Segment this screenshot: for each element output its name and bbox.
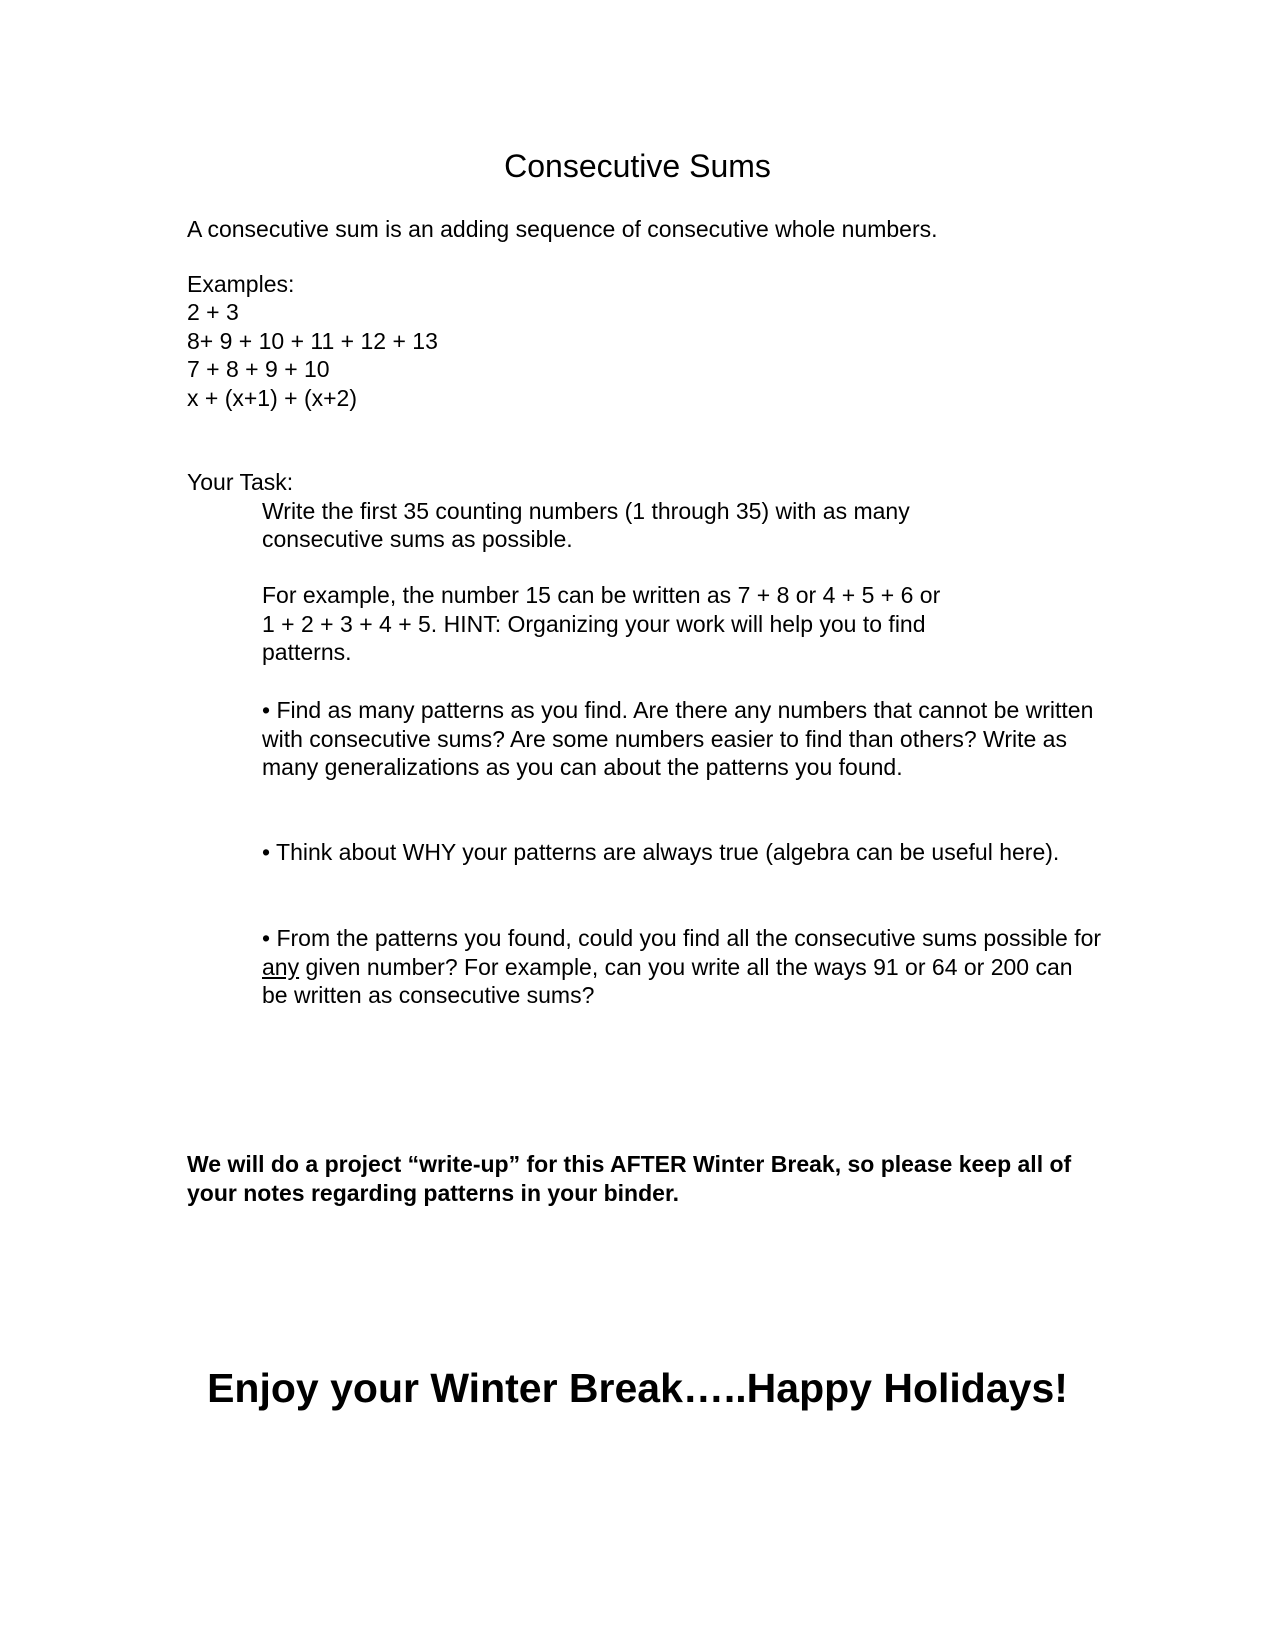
- example-item: x + (x+1) + (x+2): [187, 385, 358, 411]
- example-item: 8+ 9 + 10 + 11 + 12 + 13: [187, 328, 438, 354]
- example-item: 7 + 8 + 9 + 10: [187, 356, 330, 382]
- task-bullet-why: • Think about WHY your patterns are always true (algebra can be useful here).: [262, 839, 1060, 865]
- task-bullet-patterns: • Find as many patterns as you find. Are there any numbers that cannot be written with consecutive sums? Are some numbers easier to find than others? Write as many generalizations as you can about the patterns you found.: [262, 697, 1094, 780]
- page-title: Consecutive Sums: [504, 148, 771, 184]
- task-line: consecutive sums as possible.: [262, 526, 573, 552]
- task-bullet-any-number: [262, 924, 1102, 1010]
- task-example-line: For example, the number 15 can be written as 7 + 8 or 4 + 5 + 6 or: [262, 582, 941, 608]
- task-line: Write the first 35 counting numbers (1 through 35) with as many: [262, 498, 910, 524]
- example-item: 2 + 3: [187, 299, 239, 325]
- examples-heading: Examples:: [187, 271, 295, 297]
- bullet-text: given number? For example, can you write all the ways 91 or 64 or 200 can be written as consecutive sums?: [262, 953, 1073, 1008]
- task-example-line: 1 + 2 + 3 + 4 + 5. HINT: Organizing your work will help you to find: [262, 611, 926, 637]
- task-example-line: patterns.: [262, 639, 352, 665]
- bullet-text: • From the patterns you found, could you find all the consecutive sums possible for: [262, 925, 1102, 951]
- project-note: We will do a project “write-up” for this AFTER Winter Break, so please keep all of your notes regarding patterns in your binder.: [187, 1151, 1072, 1206]
- definition-text: A consecutive sum is an adding sequence of consecutive whole numbers.: [187, 216, 938, 242]
- task-heading: Your Task:: [187, 469, 294, 495]
- closing-message: Enjoy your Winter Break…..Happy Holidays!: [207, 1365, 1068, 1411]
- underlined-word: any: [262, 953, 300, 980]
